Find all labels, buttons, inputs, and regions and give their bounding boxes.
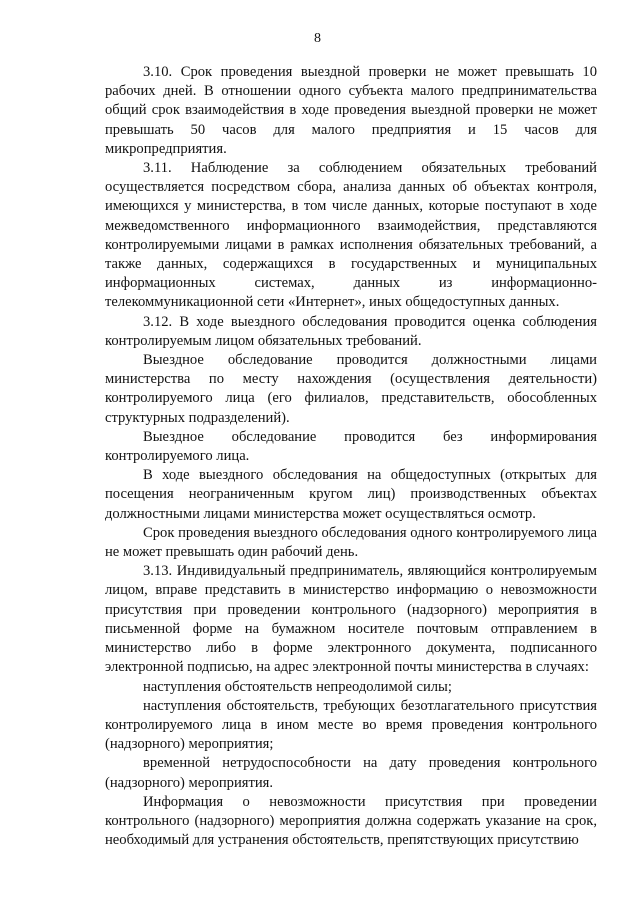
paragraph-3-12: 3.12. В ходе выездного обследования проводится оценка соблюдения контролируемым лицом обязательных требований. [105,313,597,349]
paragraph-absence-info: Информация о невозможности присутствия при проведении контрольного (надзорного) мероприятия должна содержать указание на срок, необходимый для устранения обстоятельств, препятствующих присутствию [105,793,597,849]
paragraph-inspection-term: Срок проведения выездного обследования одного контролируемого лица не может превышать один рабочий день. [105,524,597,561]
list-item-disability: временной нетрудоспособности на дату проведения контрольного (надзорного) мероприятия. [105,755,597,791]
paragraph-public-objects: В ходе выездного обследования на общедоступных (открытых для посещения неограниченным кругом лиц) производственных объектах должностными лицами министерства может осуществляться осмотр. [105,467,597,522]
list-item-force-majeure: наступления обстоятельств непреодолимой силы; [143,678,452,695]
paragraph-3-11: 3.11. Наблюдение за соблюдением обязательных требований осуществляется посредством сбора, анализа данных об объектах контроля, имеющихся у министерства, в том числе данных, которые поступают в ходе межведомственного информационного взаимодействия, представляются контролируемыми лицами в рамках исполнения обязательных требований, а также данных, содержащихся в государственных и муниципальных информационных системах, данных из информационно-телекоммуникационной сети «Интернет», иных общедоступных данных. [105,160,597,311]
document-body [105,63,597,850]
list-item-urgent-presence: наступления обстоятельств, требующих безотлагательного присутствия контролируемого лица в ином месте во время проведения контрольного (надзорного) мероприятия; [105,697,597,753]
paragraph-inspection-place: Выездное обследование проводится должностными лицами министерства по месту нахождения (осуществления деятельности) контролируемого лица (его филиалов, представительств, обособленных структурных подразделений). [105,352,597,426]
page-number: 8 [314,31,321,46]
paragraph-no-notification: Выездное обследование проводится без информирования контролируемого лица. [105,428,597,465]
paragraph-3-13: 3.13. Индивидуальный предприниматель, являющийся контролируемым лицом, вправе представить в министерство информацию о невозможности присутствия при проведении контрольного (надзорного) мероприятия в письменной форме на бумажном носителе почтовым отправлением в министерство либо в форме электронного документа, подписанного электронной подписью, на адрес электронной почты министерства в случаях: [105,563,597,676]
paragraph-3-10: 3.10. Срок проведения выездной проверки не может превышать 10 рабочих дней. В отношении одного субъекта малого предпринимательства общий срок взаимодействия в ходе проведения выездной проверки не может превышать 50 часов для малого предприятия и 15 часов для микропредприятия. [105,64,597,157]
